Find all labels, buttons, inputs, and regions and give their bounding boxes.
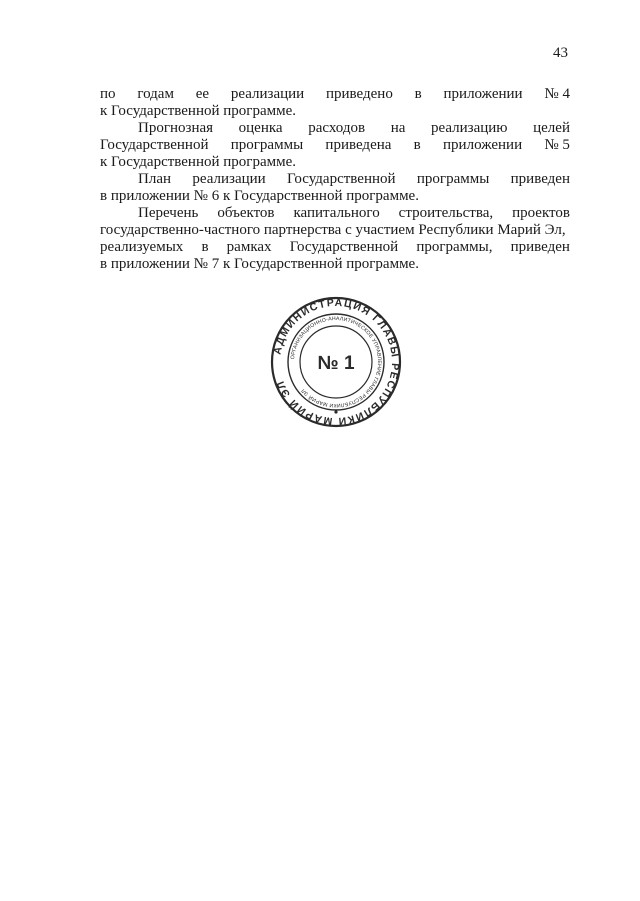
word: № 4 xyxy=(544,86,570,102)
word: программы xyxy=(230,137,304,153)
text-line xyxy=(100,171,570,188)
paragraph xyxy=(100,205,570,273)
word: Перечень xyxy=(138,205,199,221)
stamp-outer-text: АДМИНИСТРАЦИЯ ГЛАВЫ РЕСПУБЛИКИ МАРИЙ ЭЛ xyxy=(271,296,402,428)
word: приведена xyxy=(325,137,392,153)
word: к Государственной программе. xyxy=(100,103,296,119)
word: приложении xyxy=(443,86,523,102)
document-body xyxy=(100,86,570,273)
word: оценка xyxy=(238,120,283,136)
word: № 5 xyxy=(544,137,570,153)
stamp-dot xyxy=(334,410,337,413)
stamp-inner-text: ОРГАНИЗАЦИОННО-АНАЛИТИЧЕСКОЕ УПРАВЛЕНИЕ ГЛАВЫ РЕСПУБЛИКИ МАРИЙ ЭЛ xyxy=(290,315,383,409)
word: Государственной xyxy=(289,239,399,255)
word: строительства, xyxy=(398,205,494,221)
word: программы, xyxy=(416,239,493,255)
text-line xyxy=(100,205,570,222)
stamp-number: № 1 xyxy=(317,353,355,374)
word: годам xyxy=(137,86,174,102)
word: реализации xyxy=(230,86,305,102)
word: по xyxy=(100,86,116,102)
word: реализуемых xyxy=(100,239,184,255)
text-line xyxy=(100,137,570,154)
word: к Государственной программе. xyxy=(100,154,296,170)
word: расходов xyxy=(308,120,366,136)
text-line xyxy=(100,154,570,171)
page-number: 43 xyxy=(553,45,568,61)
word: в приложении № 6 к Государственной программе. xyxy=(100,188,419,204)
word: План xyxy=(138,171,172,187)
text-line xyxy=(100,222,570,239)
word: Государственной xyxy=(100,137,209,153)
paragraph xyxy=(100,120,570,171)
word: приведено xyxy=(326,86,393,102)
text-line xyxy=(100,239,570,256)
word: объектов xyxy=(217,205,275,221)
word: рамках xyxy=(226,239,272,255)
text-line xyxy=(100,120,570,137)
word: приведен xyxy=(510,239,570,255)
word: проектов xyxy=(512,205,570,221)
word: на xyxy=(390,120,406,136)
paragraph xyxy=(100,171,570,205)
word: капитального xyxy=(293,205,380,221)
text-line xyxy=(100,86,570,103)
word: целей xyxy=(533,120,570,136)
word: ее xyxy=(195,86,210,102)
official-stamp xyxy=(270,296,402,428)
word: в приложении № 7 к Государственной программе. xyxy=(100,256,419,272)
word: в xyxy=(201,239,209,255)
word: в xyxy=(414,86,422,102)
word: программы xyxy=(416,171,490,187)
word: Прогнозная xyxy=(138,120,214,136)
word: приведен xyxy=(510,171,570,187)
word: Государственной xyxy=(287,171,396,187)
word: государственно-частного партнерства с участием Республики Марий Эл, xyxy=(100,222,566,238)
word: реализации xyxy=(192,171,266,187)
text-line xyxy=(100,256,570,273)
word: реализацию xyxy=(431,120,508,136)
word: приложении xyxy=(443,137,523,153)
word: в xyxy=(413,137,421,153)
paragraph xyxy=(100,86,570,120)
text-line xyxy=(100,188,570,205)
text-line xyxy=(100,103,570,120)
